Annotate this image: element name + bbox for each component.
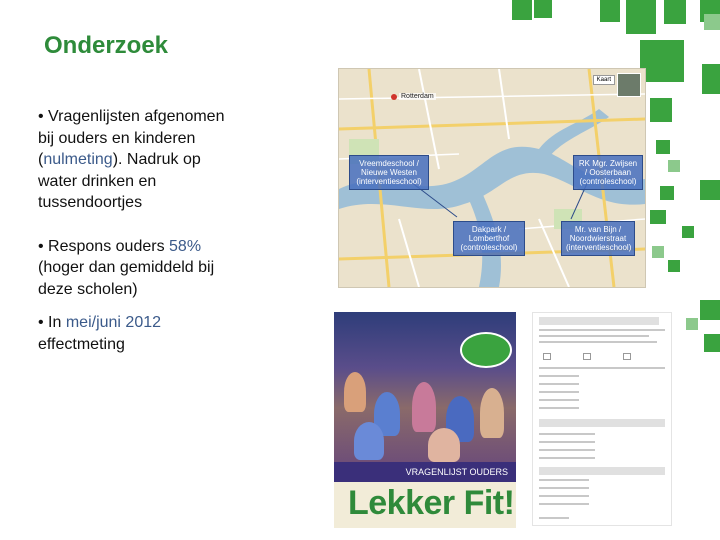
survey-line <box>539 399 579 401</box>
decor-square <box>650 98 672 122</box>
child-figure <box>354 422 384 460</box>
map-city-label: Rotterdam <box>401 93 434 100</box>
survey-line <box>539 433 595 435</box>
survey-line <box>539 449 595 451</box>
map-school-label: Mr. van Bijn / Noordwierstraat (interventieschool) <box>561 221 635 256</box>
poster-band: VRAGENLIJST OUDERS <box>334 462 516 482</box>
poster-brand: Lekker Fit! <box>348 484 515 522</box>
bullet-text: effectmeting <box>38 335 125 353</box>
survey-line <box>539 407 579 409</box>
decor-square <box>600 0 620 22</box>
decor-square <box>686 318 698 330</box>
bullet-highlight: mei/juni 2012 <box>65 314 162 331</box>
survey-line <box>539 503 589 505</box>
survey-line <box>539 495 589 497</box>
decor-square <box>512 0 532 20</box>
decor-square <box>668 260 680 272</box>
survey-line <box>539 329 665 331</box>
bullet-text: • In <box>38 314 66 331</box>
survey-line <box>539 391 579 393</box>
survey-line <box>539 479 589 481</box>
checkbox <box>583 353 591 360</box>
survey-line <box>539 457 595 459</box>
decor-square <box>534 0 552 18</box>
survey-line <box>539 487 589 489</box>
survey-line <box>539 335 649 337</box>
decor-square <box>650 210 666 224</box>
bullet-highlight: 58% <box>169 237 202 255</box>
survey-line <box>539 441 595 443</box>
survey-line <box>539 375 579 377</box>
decor-square <box>668 160 680 172</box>
poster-image <box>334 312 516 528</box>
survey-header <box>539 419 665 427</box>
survey-line <box>539 367 665 369</box>
bullet-item <box>38 106 238 214</box>
slide-title: Onderzoek <box>44 32 169 59</box>
survey-line <box>539 383 579 385</box>
bullet-text: (hoger dan gemiddeld bij deze scholen) <box>38 259 215 298</box>
lekker-fit-logo <box>460 332 512 368</box>
map-image <box>338 68 646 288</box>
decor-square <box>660 186 674 200</box>
questionnaire-page <box>532 312 672 526</box>
checkbox <box>543 353 551 360</box>
bullet-item <box>38 312 238 355</box>
survey-header <box>539 317 659 325</box>
bullet-text: • Respons ouders <box>38 237 170 255</box>
child-figure <box>412 382 436 432</box>
decor-square <box>700 180 720 200</box>
checkbox <box>623 353 631 360</box>
map-school-label: Vreemdeschool / Nieuwe Westen (interventieschool) <box>349 155 429 190</box>
map-school-label: Dakpark / Lomberthof (controleschool) <box>453 221 525 256</box>
child-figure <box>344 372 366 412</box>
survey-line <box>539 517 569 519</box>
decor-square <box>702 64 720 94</box>
decor-square <box>664 0 686 24</box>
bullet-text: • Vragenlijsten afgenomen bij ouders en kinderen ( <box>38 108 225 168</box>
child-figure <box>480 388 504 438</box>
decor-square <box>652 246 664 258</box>
map-school-label: RK Mgr. Zwijsen / Oosterbaan (controleschool) <box>573 155 643 190</box>
decor-square <box>656 140 670 154</box>
survey-header <box>539 467 665 475</box>
bullet-highlight: nulmeting <box>43 151 113 168</box>
bullet-item <box>38 236 238 301</box>
bullet-list <box>38 106 238 367</box>
decor-square <box>626 0 656 34</box>
decor-square <box>640 40 684 82</box>
decor-square <box>704 334 720 352</box>
map-type-control[interactable]: Kaart <box>593 75 615 85</box>
survey-line <box>539 341 657 343</box>
decor-square <box>700 300 720 320</box>
child-figure <box>428 428 460 462</box>
bullet-text: ). Nadruk op water drinken en tussendoortjes <box>38 151 201 211</box>
decor-square <box>682 226 694 238</box>
satellite-thumbnail[interactable] <box>617 73 641 97</box>
decor-square <box>704 14 720 30</box>
